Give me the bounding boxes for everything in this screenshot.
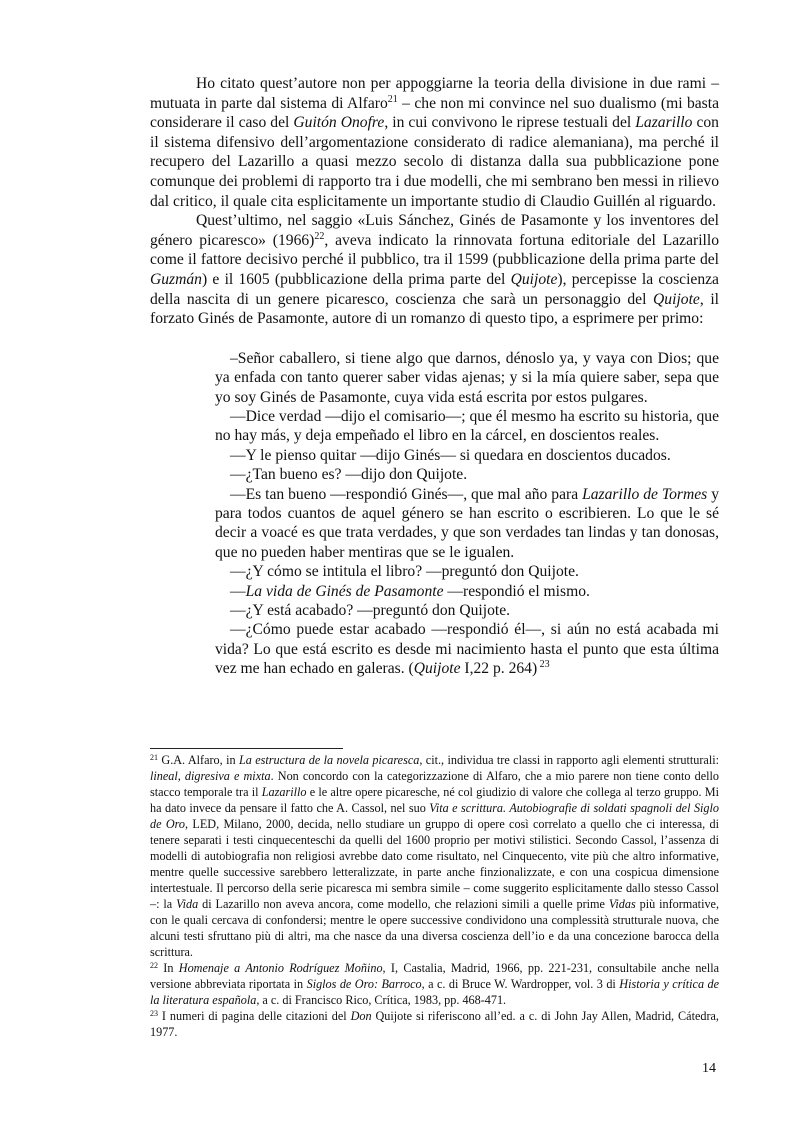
footnote-ref-22[interactable]: 22 (314, 230, 325, 242)
footnote-ref-23[interactable]: 23 (537, 659, 550, 671)
footnote-divider (150, 748, 343, 749)
quote-line: –Señor caballero, si tiene algo que darnos, dénoslo ya, y vaya con Dios; que ya enfada con tanto querer saber vidas ajenas; y si la mía quiere saber, sepa que yo soy Ginés de Pasamonte, cuya vida está escrita por estos pulgares. (215, 349, 719, 406)
paragraph-1: Ho citato quest’autore non per appoggiarne la teoria della divisione in due rami – mutuata in parte dal sistema di Alfaro$^{21}$ – che non mi convince nel suo dualismo (mi basta considerare il caso del Guitón Onofre, in cui convivono le riprese testuali del Lazarillo con il sistema difensivo dell’argomentazione considerato di radice alemaniana), ma perché il recupero del Lazarillo a quasi mezzo secolo di distanza dalla sua pubblicazione pone comunque dei problemi di rapporto tra i due modelli, che mi sembrano ben messi in rilievo dal critico, il quale cita esplicitamente un importante studio di Claudio Guillén al riguardo. (150, 75, 719, 210)
paragraph-2: Quest’ultimo, nel saggio «Luis Sánchez, Ginés de Pasamonte y los inventores del género picaresco» $(1966)^{22}$, aveva indicato la rinnovata fortuna editoriale del Lazarillo come il fattore decisivo perché il pubblico, tra il 1599 (pubblicazione della prima parte del Guzmán) e il 1605 (pubblicazione della prima parte del Quijote), percepisse la coscienza della nascita di un genere picaresco, coscienza che sarà un personaggio del Quijote, il forzato Ginés de Pasamonte, autore di un romanzo di questo tipo, a esprimere per primo: (150, 212, 719, 328)
quote-line: —¿Y cómo se intitula el libro? —preguntó don Quijote. (230, 563, 579, 581)
quote-line: —Es tan bueno —respondió Ginés—, que mal año para Lazarillo de Tormes y para todos cuantos de aquel género se han escrito o escribieren. Lo que le sé decir a voacé es que trata verdades, y que son verdades tan lindas y tan donosas, que no pueden haber mentiras que se le igualen. (215, 485, 719, 561)
main-text (150, 74, 719, 679)
quote-line: —Dice verdad —dijo el comisario—; que él mesmo ha escrito su historia, que no hay más, y deja empeñado el libro en la cárcel, en doscientos reales. (215, 407, 719, 445)
quote-line: —¿Cómo puede estar acabado —respondió él—, si aún no está acabada mi vida? Lo que está escrito es desde mi nacimiento hasta el punto que esta última vez me han echado en galeras. (Quijote I,22 p. 264) $^{23}$ (215, 621, 719, 678)
quote-line: —La vida de Ginés de Pasamonte —respondió el mismo. (230, 582, 590, 600)
footnote-ref-21[interactable]: 21 (387, 93, 398, 105)
quote-line: —Y le pienso quitar —dijo Ginés— si quedara en doscientos ducados. (230, 446, 671, 464)
footnote-22: $^{22}$ In Homenaje a Antonio Rodríguez Moñino, I, Castalia, Madrid, 1966, pp. 221-231, consultabile anche nella versione abbreviata riportata in Siglos de Oro: Barroco, a c. di Bruce W. Wardropper, vol. 3 di Historia y crítica de la literatura española, a c. di Francisco Rico, Crítica, 1983, pp. 468-471. (150, 961, 719, 1007)
block-quote (215, 349, 719, 679)
footnote-21: $^{21}$ G.A. Alfaro, in La estructura de la novela picaresca, cit., individua tre classi in rapporto agli elementi strutturali: lineal, digresiva e mixta. Non concordo con la categorizzazione di Alfaro, che a mio parere non tiene conto dello stacco temporale tra il Lazarillo e le altre opere picaresche, né col giudizio di valore che collega al terzo gruppo. Mi ha dato invece da pensare il fatto che A. Cassol, nel suo Vita e scrittura. Autobiografie di soldati spagnoli del Siglo de Oro, LED, Milano, 2000, decida, nello studiare un gruppo di opere così correlato a quello che ci interessa, di tenere separati i testi cinquecenteschi da quelli del 1600 proprio per motivi stilistici. Secondo Cassol, l’assenza di modelli di autobiografia non religiosi avrebbe dato come risultato, nel Cinquecento, vite più che altro informative, mentre quelle successive sarebbero letteralizzate, in parte anche finzionalizzate, e con una cospicua dimensione intertestuale. Il percorso della serie picaresca mi sembra simile – come suggerito esplicitamente dallo stesso Cassol –: la Vida di Lazarillo non aveva ancora, come modello, che relazioni simili a quelle prime Vidas più informative, con le quali cercava di confondersi; mentre le opere successive condividono una complessità strutturale nuova, che alcuni testi sfruttano più di altri, ma che nasce da una diversa coscienza dell’io e da una concezione barocca della scrittura. (150, 753, 720, 959)
page-number: 14 (702, 1061, 716, 1076)
footnote-23: $^{23}$ I numeri di pagina delle citazioni del Don Quijote si riferiscono all’ed. a c. di John Jay Allen, Madrid, Cátedra, 1977. (150, 1009, 719, 1039)
quote-line: —¿Tan bueno es? —dijo don Quijote. (230, 466, 468, 484)
quote-line: —¿Y está acabado? —preguntó don Quijote. (230, 602, 511, 619)
footnotes (150, 752, 719, 1040)
